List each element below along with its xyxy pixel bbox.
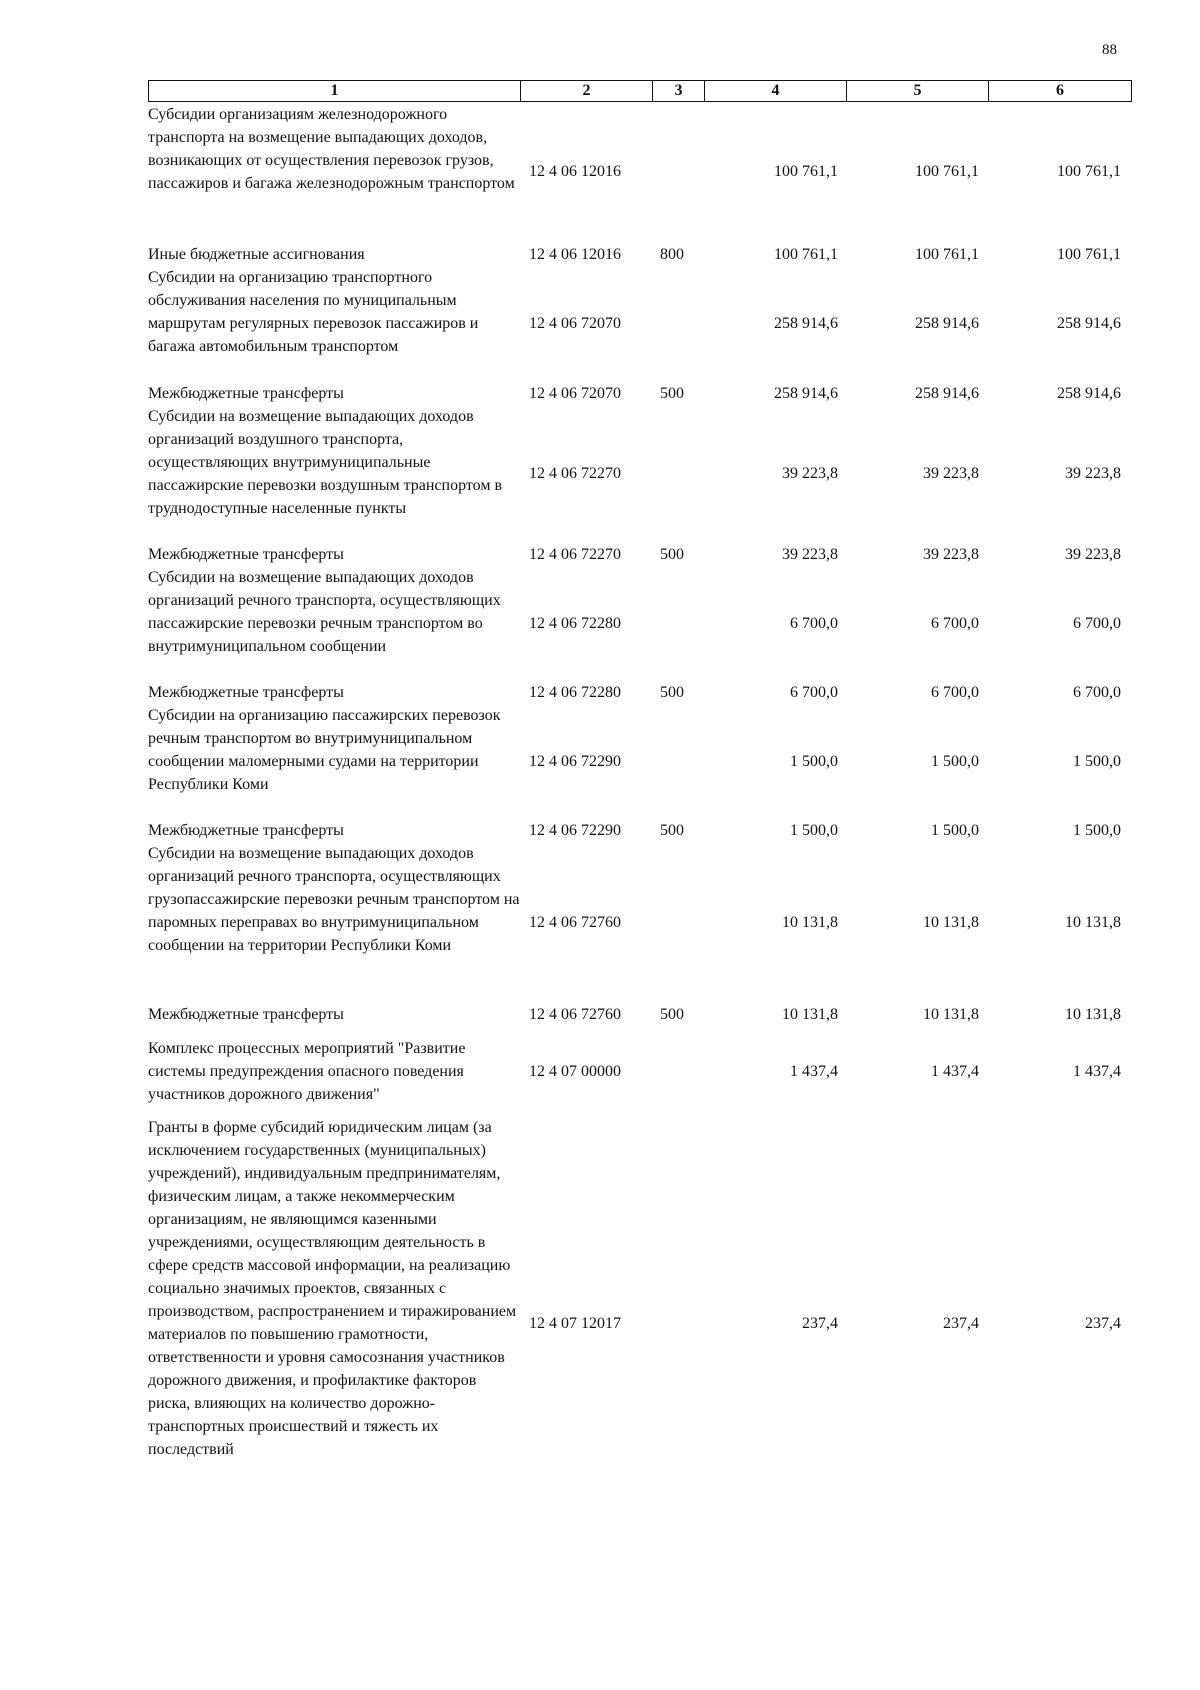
row-value-col6: 258 914,6 xyxy=(1057,315,1121,332)
row-expense-type: 500 xyxy=(660,385,684,402)
row-expense-type: 500 xyxy=(660,822,684,839)
row-value-col6: 100 761,1 xyxy=(1057,163,1121,180)
table-row xyxy=(0,1037,1200,1106)
row-value-col4: 6 700,0 xyxy=(790,684,838,701)
row-value-col6: 237,4 xyxy=(1085,1315,1121,1332)
table-row xyxy=(0,103,1200,218)
row-code: 12 4 07 00000 xyxy=(529,1063,621,1080)
table-row xyxy=(0,405,1200,543)
row-code: 12 4 06 72290 xyxy=(529,822,621,839)
column-header-4: 4 xyxy=(705,81,847,102)
row-value-col4: 100 761,1 xyxy=(774,163,838,180)
row-value-col6: 1 500,0 xyxy=(1073,753,1121,770)
row-value-col5: 10 131,8 xyxy=(923,914,979,931)
row-value-col6: 10 131,8 xyxy=(1065,914,1121,931)
row-code: 12 4 06 72760 xyxy=(529,914,621,931)
row-name: Субсидии на организацию транспортного обслуживания населения по муниципальным маршрутам регулярных перевозок пассажиров и багажа автомобильным транспортом xyxy=(148,269,479,355)
table-row xyxy=(0,842,1200,980)
table-row xyxy=(0,382,1200,405)
row-code: 12 4 06 72270 xyxy=(529,546,621,563)
row-value-col4: 10 131,8 xyxy=(782,1006,838,1023)
row-value-col4: 6 700,0 xyxy=(790,615,838,632)
row-value-col4: 1 500,0 xyxy=(790,822,838,839)
row-name: Субсидии на организацию пассажирских перевозок речным транспортом во внутримуниципальном сообщении маломерными судами на территории Республики Коми xyxy=(148,707,501,793)
row-value-col4: 10 131,8 xyxy=(782,914,838,931)
row-value-col6: 39 223,8 xyxy=(1065,546,1121,563)
row-value-col5: 237,4 xyxy=(943,1315,979,1332)
row-value-col6: 10 131,8 xyxy=(1065,1006,1121,1023)
table-row xyxy=(0,566,1200,681)
row-value-col4: 39 223,8 xyxy=(782,546,838,563)
table-row xyxy=(0,243,1200,266)
row-name: Межбюджетные трансферты xyxy=(148,1006,344,1023)
row-value-col6: 39 223,8 xyxy=(1065,465,1121,482)
table-row xyxy=(0,1116,1200,1530)
row-name: Межбюджетные трансферты xyxy=(148,822,344,839)
column-header-5: 5 xyxy=(847,81,989,102)
row-code: 12 4 06 72290 xyxy=(529,753,621,770)
row-expense-type: 500 xyxy=(660,546,684,563)
row-code: 12 4 06 72280 xyxy=(529,615,621,632)
row-value-col5: 1 437,4 xyxy=(931,1063,979,1080)
row-value-col5: 258 914,6 xyxy=(915,315,979,332)
row-name: Иные бюджетные ассигнования xyxy=(148,246,365,263)
column-header-2: 2 xyxy=(521,81,653,102)
row-value-col5: 6 700,0 xyxy=(931,684,979,701)
row-value-col6: 258 914,6 xyxy=(1057,385,1121,402)
row-name: Гранты в форме субсидий юридическим лицам (за исключением государственных (муниципальных) учреждений), индивидуальным предпринимателям, физическим лицам, а также некоммерческим организациям, не являющимся казенными учреждениями, осуществляющим деятельность в сфере средств массовой информации, на реализацию социально значимых проектов, связанных с производством, распространением и тиражированием материалов по повышению грамотности, ответственности и уровня самосознания участников дорожного движения, и профилактике факторов риска, влияющих на количество дорожно-транспортных происшествий и тяжесть их последствий xyxy=(148,1119,517,1458)
row-code: 12 4 06 72760 xyxy=(529,1006,621,1023)
row-code: 12 4 07 12017 xyxy=(529,1315,621,1332)
row-value-col5: 100 761,1 xyxy=(915,246,979,263)
table-row xyxy=(0,681,1200,704)
row-expense-type: 800 xyxy=(660,246,684,263)
row-expense-type: 500 xyxy=(660,1006,684,1023)
row-name: Межбюджетные трансферты xyxy=(148,684,344,701)
row-value-col4: 100 761,1 xyxy=(774,246,838,263)
row-value-col5: 39 223,8 xyxy=(923,546,979,563)
row-name: Межбюджетные трансферты xyxy=(148,546,344,563)
row-value-col5: 1 500,0 xyxy=(931,822,979,839)
row-value-col4: 39 223,8 xyxy=(782,465,838,482)
row-name: Субсидии организациям железнодорожного транспорта на возмещение выпадающих доходов, возникающих от осуществления перевозок грузов, пассажиров и багажа железнодорожным транспортом xyxy=(148,106,515,192)
row-name: Субсидии на возмещение выпадающих доходов организаций речного транспорта, осуществляющих пассажирские перевозки речным транспортом во внутримуниципальном сообщении xyxy=(148,569,501,655)
row-name: Субсидии на возмещение выпадающих доходов организаций воздушного транспорта, осуществляющих внутримуниципальные пассажирские перевозки воздушным транспортом в труднодоступные населенные пункты xyxy=(148,408,503,517)
row-value-col5: 39 223,8 xyxy=(923,465,979,482)
row-value-col4: 1 437,4 xyxy=(790,1063,838,1080)
row-value-col6: 1 437,4 xyxy=(1073,1063,1121,1080)
row-name: Субсидии на возмещение выпадающих доходов организаций речного транспорта, осуществляющих грузопассажирские перевозки речным транспортом на паромных переправах во внутримуниципальном сообщении на территории Республики Коми xyxy=(148,845,520,954)
row-code: 12 4 06 72070 xyxy=(529,385,621,402)
row-value-col5: 1 500,0 xyxy=(931,753,979,770)
row-name: Межбюджетные трансферты xyxy=(148,385,344,402)
column-header-3: 3 xyxy=(653,81,705,102)
column-header-row xyxy=(148,80,1132,102)
row-code: 12 4 06 72280 xyxy=(529,684,621,701)
row-value-col4: 258 914,6 xyxy=(774,315,838,332)
table-row xyxy=(0,1003,1200,1026)
row-value-col6: 100 761,1 xyxy=(1057,246,1121,263)
table-row xyxy=(0,266,1200,358)
row-value-col4: 1 500,0 xyxy=(790,753,838,770)
row-code: 12 4 06 12016 xyxy=(529,246,621,263)
table-row xyxy=(0,819,1200,842)
row-value-col4: 237,4 xyxy=(802,1315,838,1332)
column-header-1: 1 xyxy=(149,81,521,102)
row-value-col6: 1 500,0 xyxy=(1073,822,1121,839)
row-value-col6: 6 700,0 xyxy=(1073,684,1121,701)
row-expense-type: 500 xyxy=(660,684,684,701)
column-header-6: 6 xyxy=(989,81,1132,102)
table-row xyxy=(0,543,1200,566)
row-value-col5: 6 700,0 xyxy=(931,615,979,632)
row-value-col4: 258 914,6 xyxy=(774,385,838,402)
row-name: Комплекс процессных мероприятий "Развитие системы предупреждения опасного поведения участников дорожного движения" xyxy=(148,1040,466,1103)
row-value-col6: 6 700,0 xyxy=(1073,615,1121,632)
row-code: 12 4 06 12016 xyxy=(529,163,621,180)
row-value-col5: 10 131,8 xyxy=(923,1006,979,1023)
row-value-col5: 258 914,6 xyxy=(915,385,979,402)
row-code: 12 4 06 72270 xyxy=(529,465,621,482)
table-row xyxy=(0,704,1200,819)
row-value-col5: 100 761,1 xyxy=(915,163,979,180)
page-number: 88 xyxy=(1102,42,1117,58)
row-code: 12 4 06 72070 xyxy=(529,315,621,332)
